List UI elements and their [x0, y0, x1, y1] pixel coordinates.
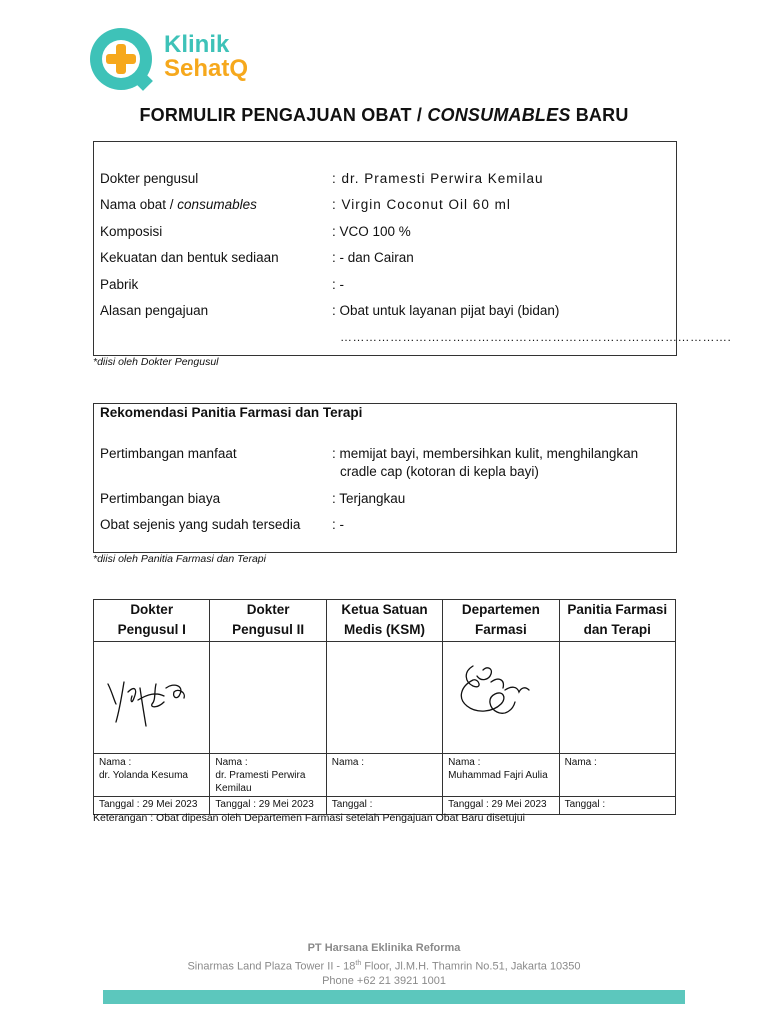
manufacturer-value: : - [332, 277, 344, 292]
title-italic: CONSUMABLES [427, 105, 571, 125]
strength-form-label: Kekuatan dan bentuk sediaan [100, 250, 279, 265]
name-cell-pft: Nama : [559, 754, 675, 797]
col-header-ksm: Ketua Satuan Medis (KSM) [326, 600, 442, 642]
date-cell-pengusul-2: Tanggal : 29 Mei 2023 [210, 797, 326, 815]
drug-name-value: : Virgin Coconut Oil 60 ml [332, 197, 511, 212]
name-cell-ksm: Nama : [326, 754, 442, 797]
title-tail: BARU [570, 105, 629, 125]
col-header-pengusul-1: Dokter Pengusul I [94, 600, 210, 642]
footer-phone: Phone +62 21 3921 1001 [322, 975, 446, 987]
logo-mark-icon [90, 28, 152, 90]
handwritten-signature-icon [94, 642, 209, 748]
logo-text-klinik: Klinik [164, 31, 230, 58]
col-header-pft: Panitia Farmasi dan Terapi [559, 600, 675, 642]
footer-address: Sinarmas Land Plaza Tower II - 18th Floor, Jl.M.H. Thamrin No.51, Jakarta 10350 [187, 960, 581, 973]
benefit-label: Pertimbangan manfaat [100, 446, 237, 461]
footer-company: PT Harsana Eklinika Reforma [307, 942, 461, 954]
proposal-note: *diisi oleh Dokter Pengusul [93, 356, 219, 368]
manufacturer-label: Pabrik [100, 277, 139, 292]
strength-form-value: : - dan Cairan [332, 250, 414, 265]
name-cell-pengusul-1: Nama : dr. Yolanda Kesuma [94, 754, 210, 797]
benefit-value-cont: cradle cap (kotoran di kepla bayi) [340, 464, 539, 479]
date-cell-farmasi: Tanggal : 29 Mei 2023 [443, 797, 559, 815]
form-title [0, 105, 768, 126]
existing-drug-label: Obat sejenis yang sudah tersedia [100, 517, 301, 532]
drug-name-label: Nama obat / consumables [100, 197, 257, 212]
cost-label: Pertimbangan biaya [100, 491, 221, 506]
title-main: FORMULIR PENGAJUAN OBAT / [139, 105, 428, 125]
clinic-logo [90, 28, 290, 92]
signature-row [94, 642, 676, 754]
remarks-text: Keterangan : Obat dipesan oleh Departemen Farmasi setelah Pengajuan Obat Baru disetujui [93, 812, 525, 824]
signature-cell-pengusul-1 [94, 642, 210, 754]
proposer-label: Dokter pengusul [100, 171, 199, 186]
cost-value: : Terjangkau [332, 491, 406, 506]
date-cell-ksm: Tanggal : [326, 797, 442, 815]
recommendation-heading: Rekomendasi Panitia Farmasi dan Terapi [100, 405, 363, 420]
reason-label: Alasan pengajuan [100, 303, 209, 318]
date-cell-pengusul-1: Tanggal : 29 Mei 2023 [94, 797, 210, 815]
signature-cell-farmasi [443, 642, 559, 754]
benefit-value: : memijat bayi, membersihkan kulit, menghilangkan [332, 446, 639, 461]
signature-table [93, 599, 676, 815]
existing-drug-value: : - [332, 517, 344, 532]
logo-text-sehatq: SehatQ [164, 55, 249, 82]
col-header-farmasi: Departemen Farmasi [443, 600, 559, 642]
recommendation-note: *diisi oleh Panitia Farmasi dan Terapi [93, 553, 266, 565]
name-cell-farmasi: Nama : Muhammad Fajri Aulia [443, 754, 559, 797]
signature-cell-ksm [326, 642, 442, 754]
handwritten-signature-icon [443, 642, 558, 748]
signature-cell-pengusul-2 [210, 642, 326, 754]
date-cell-pft: Tanggal : [559, 797, 675, 815]
col-header-pengusul-2: Dokter Pengusul II [210, 600, 326, 642]
reason-value: : Obat untuk layanan pijat bayi (bidan) [332, 303, 560, 318]
proposer-value: : dr. Pramesti Perwira Kemilau [332, 171, 544, 186]
dotted-line: …………………………………………………………………………………. [340, 330, 732, 344]
signature-cell-pft [559, 642, 675, 754]
signature-header-row [94, 600, 676, 642]
name-cell-pengusul-2: Nama : dr. Pramesti Perwira Kemilau [210, 754, 326, 797]
name-row [94, 754, 676, 797]
composition-value: : VCO 100 % [332, 224, 411, 239]
composition-label: Komposisi [100, 224, 163, 239]
footer-band [103, 990, 685, 1004]
